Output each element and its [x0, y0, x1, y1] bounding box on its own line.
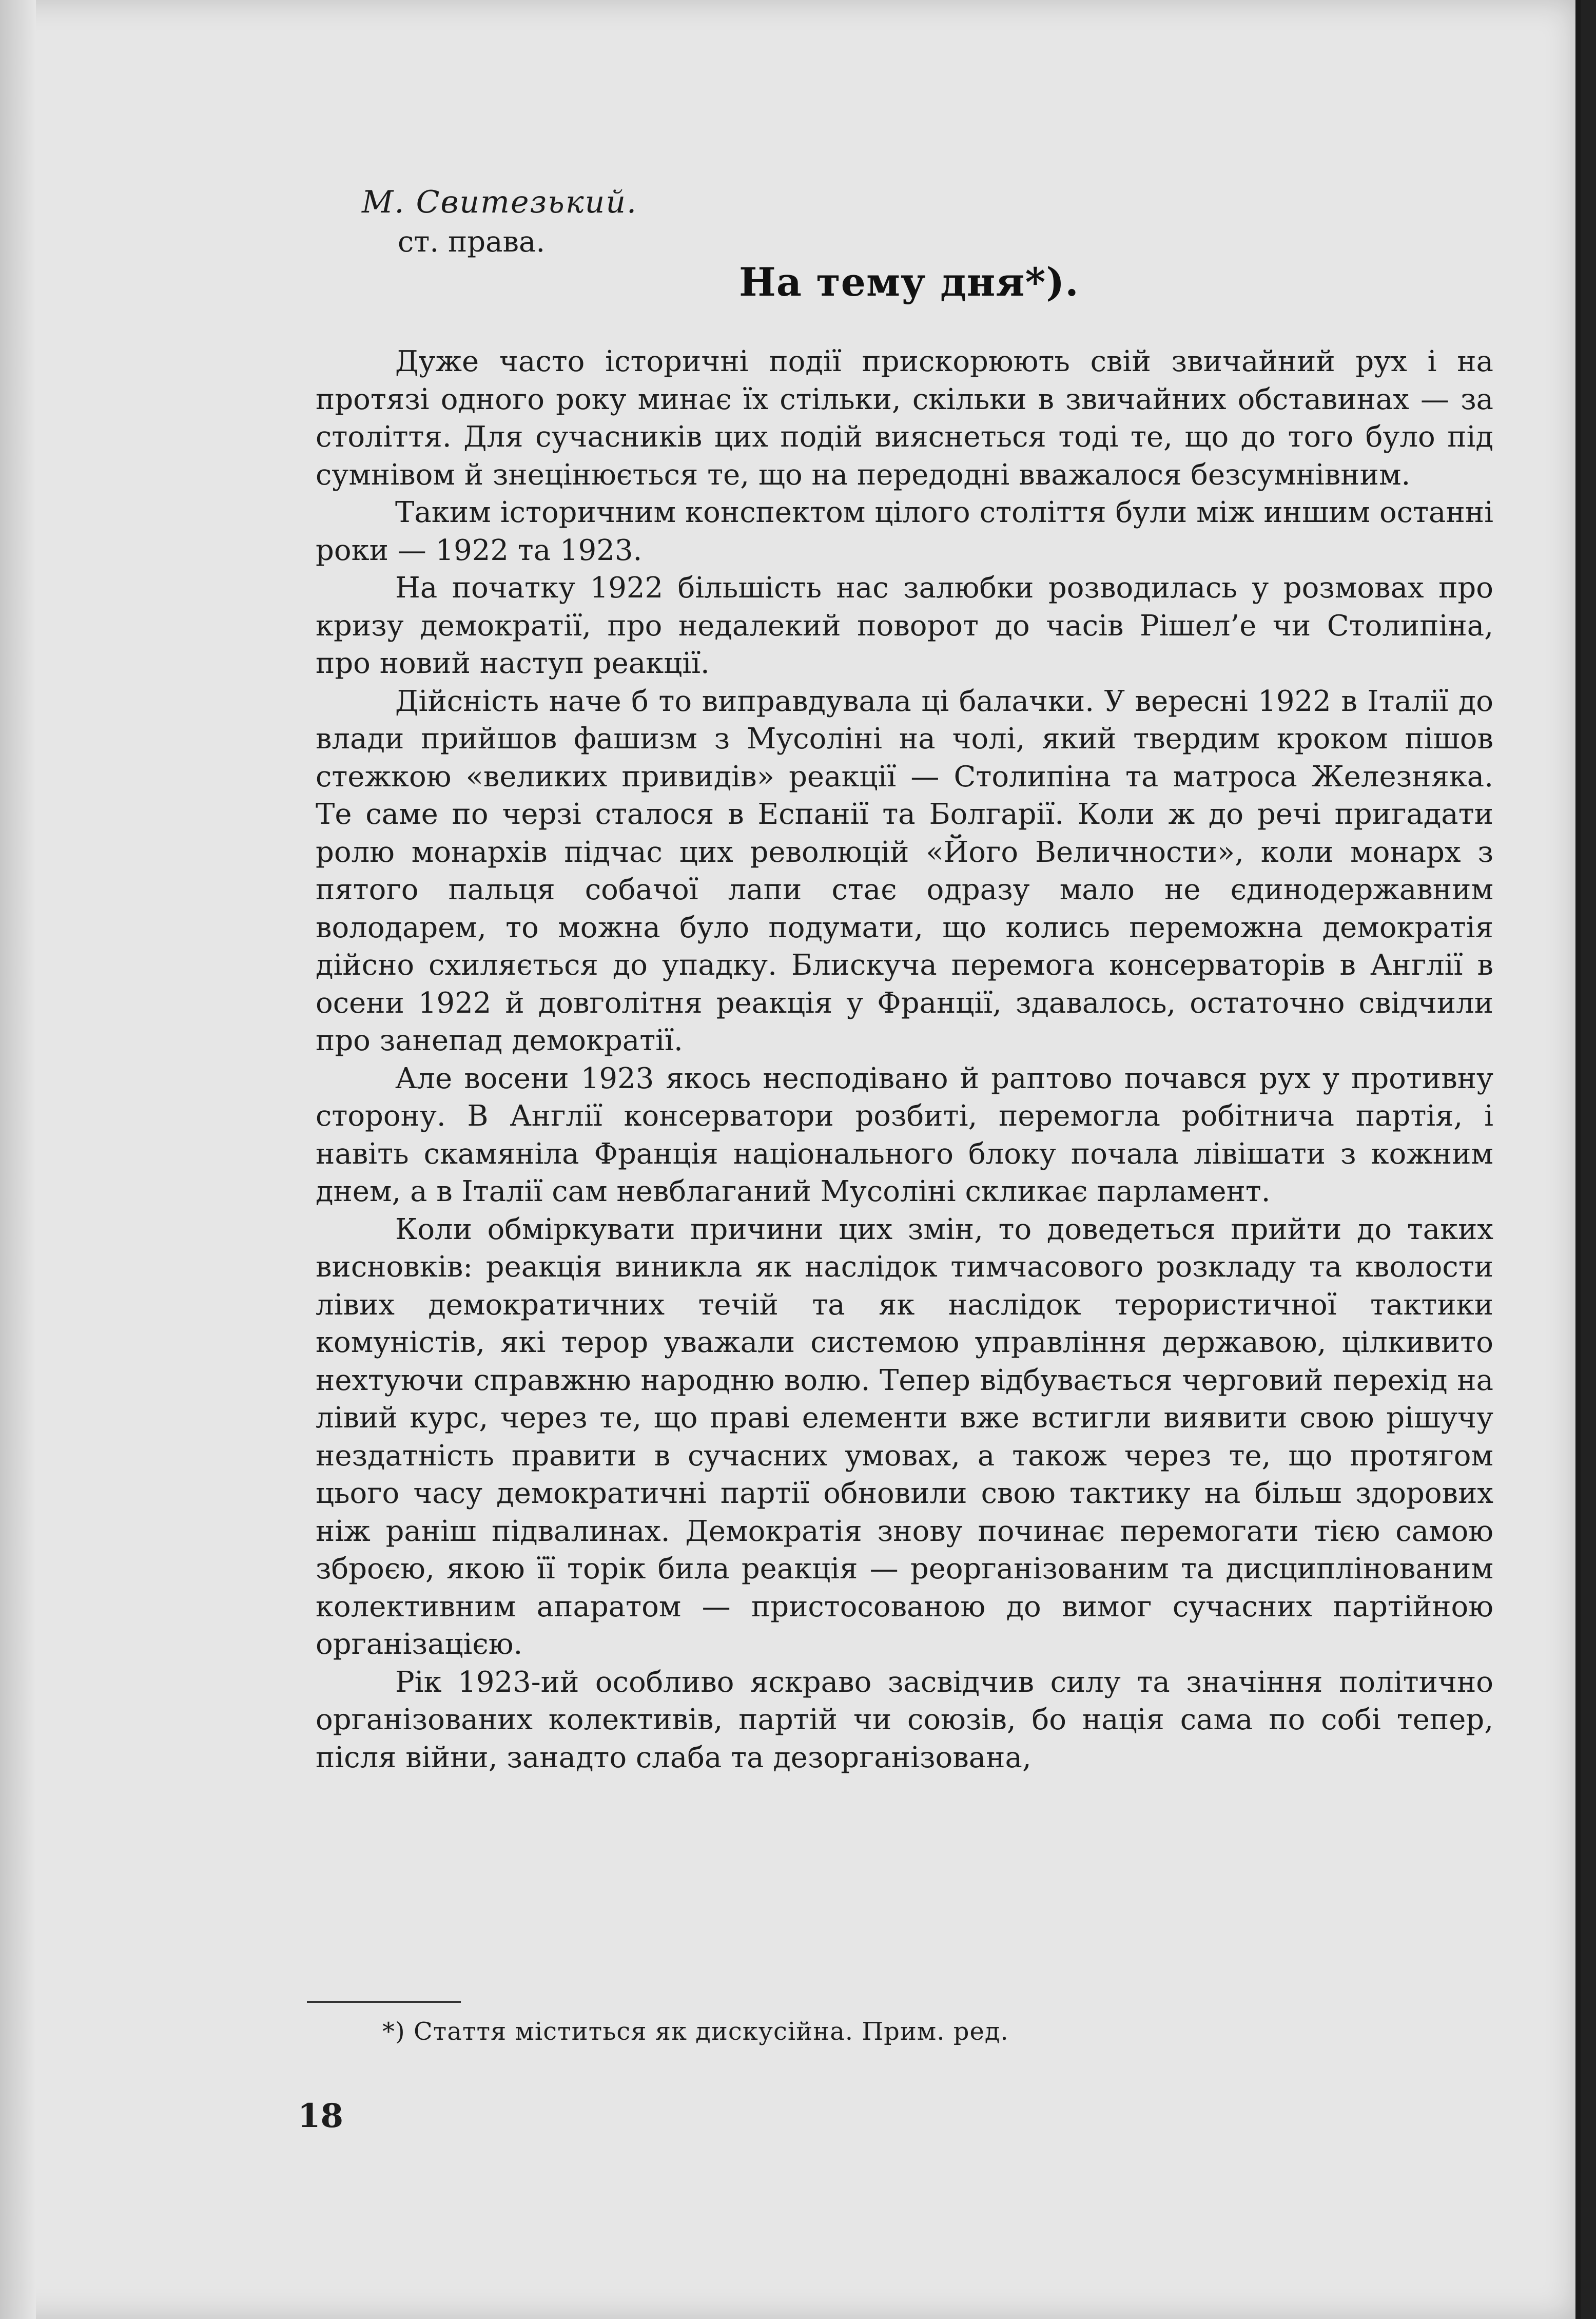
- paragraph: Рік 1923-ий особливо яскраво засвідчив силу та значіння політично організованих колективів, партій чи союзів, бо нація сама по собі тепер, після війни, занадто слаба та дезорганізована,: [316, 1665, 1493, 1774]
- author-name: М. Свитезький.: [362, 184, 638, 220]
- paragraph: Дуже часто історичні події прискорюють свій звичайний рух і на протязі одного року минає їх стільки, скільки в звичайних обставинах — за століття. Для сучасників цих подій вияснеться тоді те, що до того було під сумнівом й знецінюється те, що на передодні вважалося безсумнівним.: [316, 345, 1493, 492]
- footnote: *) Стаття міститься як дискусійна. Прим. ред.: [382, 2017, 1009, 2046]
- paragraph: Коли обміркувати причини цих змін, то доведеться прийти до таких висновків: реакція виникла як наслідок тимчасового розкладу та кволости лівих демократичних течій та як наслідок терористичної тактики комуністів, які терор уважали системою управління державою, цілкивито нехтуючи справжню народню волю. Тепер відбувається черговий перехід на лівий курс, через те, що праві елементи вже встигли виявити свою рішучу нездатність правити в сучасних умовах, а також через те, що протягом цього часу демократичні партії обновили свою тактику на більш здорових ніж раніш підвалинах. Демократія знову починає перемогати тією самою зброєю, якою її торік била реакція — реорганізованим та дисциплінованим колективним апаратом — пристосованою до вимог сучасних партійною організацією.: [316, 1212, 1493, 1661]
- page-gutter-shadow: [0, 0, 36, 2319]
- scan-edge-inner: [1575, 0, 1581, 2319]
- paragraph: На початку 1922 більшість нас залюбки розводилась у розмовах про кризу демократії, про недалекий поворот до часів Рішел’е чи Столипіна, про новий наступ реакції.: [316, 571, 1493, 680]
- article-title: На тему дня*).: [739, 259, 1079, 305]
- scan-edge: [1575, 0, 1596, 2319]
- author-degree: ст. права.: [398, 225, 546, 259]
- footnote-divider: [307, 2001, 461, 2003]
- page-number: 18: [298, 2097, 344, 2135]
- article-body: [316, 343, 1493, 1776]
- paragraph: Але восени 1923 якось несподівано й раптово почався рух у противну сторону. В Англії консерватори розбиті, перемогла робітнича партія, і навіть скамяніла Франція національного блоку почала лівішати з кожним днем, а в Італії сам невблаганий Мусоліні скликає парламент.: [316, 1061, 1493, 1208]
- paragraph: Таким історичним конспектом цілого століття були між иншим останні роки — 1922 та 1923.: [316, 496, 1493, 567]
- paragraph: Дійсність наче б то виправдувала ці балачки. У вересні 1922 в Італії до влади прийшов фашизм з Мусоліні на чолі, який твердим кроком пішов стежкою «великих привидів» реакції — Столипіна та матроса Железняка. Те саме по черзі сталося в Еспанії та Болгарії. Коли ж до речі пригадати ролю монархів підчас цих революцій «Його Величности», коли монарх з пятого пальця собачої лапи стає одразу мало не єдинодержавним володарем, то можна було подумати, що колись переможна демократія дійсно схиляється до упадку. Блискуча перемога консерваторів в Англії в осени 1922 й довголітня реакція у Франції, здавалось, остаточно свідчили про занепад демократії.: [316, 684, 1493, 1057]
- author-block: [362, 182, 637, 262]
